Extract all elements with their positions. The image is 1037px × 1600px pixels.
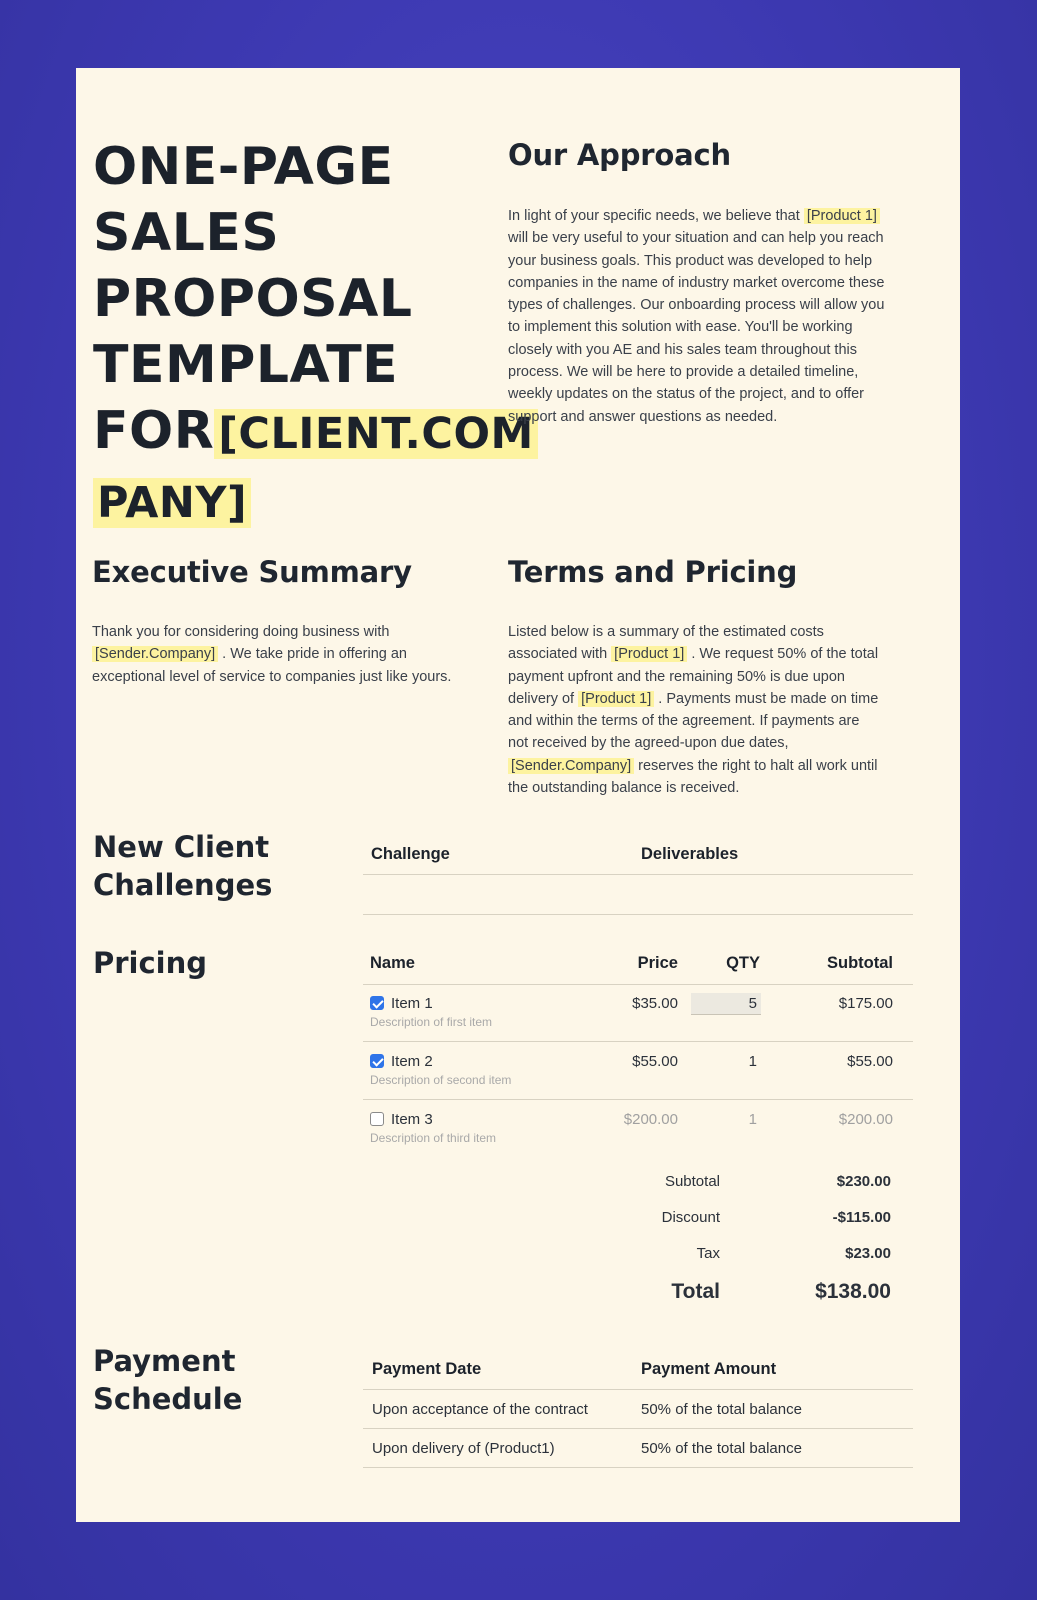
item-name: Item 1: [391, 995, 433, 1012]
table-divider: [363, 1099, 913, 1100]
sender-company-placeholder: [Sender.Company]: [92, 646, 218, 662]
total-value: $138.00: [815, 1280, 891, 1303]
table-divider: [363, 1041, 913, 1042]
product-placeholder: [Product 1]: [804, 208, 880, 224]
product-placeholder: [Product 1]: [611, 646, 687, 662]
table-row: [370, 1111, 496, 1145]
discount-label: Discount: [661, 1209, 720, 1226]
discount-value: -$115.00: [832, 1209, 891, 1226]
item-qty[interactable]: 1: [748, 1111, 757, 1128]
payment-date-column-header: Payment Date: [372, 1360, 482, 1378]
summary-text-part: Thank you for considering doing business with: [92, 624, 390, 640]
challenges-heading-line: Challenges: [93, 868, 273, 902]
client-company-placeholder: [CLIENT.COM: [214, 409, 538, 459]
terms-text: [508, 621, 883, 799]
table-divider: [363, 1428, 913, 1429]
payment-schedule-table: [363, 1349, 913, 1489]
terms-text-part: . Payments must be made on time and within the terms of the agreement. If payments are not received by the agreed-upon due dates,: [508, 690, 879, 752]
payment-amount: 50% of the total balance: [641, 1440, 802, 1457]
proposal-page: [76, 68, 960, 1522]
approach-text-part: In light of your specific needs, we believe that: [508, 208, 804, 224]
payment-schedule-heading: [93, 1342, 242, 1418]
item-qty[interactable]: 1: [748, 1053, 757, 1070]
table-divider: [363, 914, 913, 915]
approach-text: [508, 205, 896, 428]
payment-heading-line: Payment: [93, 1344, 236, 1378]
terms-text-part: Listed below is a summary of the estimated costs associated with: [508, 624, 824, 663]
title-line: PROPOSAL: [93, 269, 413, 329]
table-row: [370, 995, 492, 1029]
item-subtotal: $200.00: [838, 1111, 893, 1128]
pricing-heading: Pricing: [93, 946, 208, 980]
payment-date: Upon acceptance of the contract: [372, 1401, 588, 1418]
summary-text-part: . We take pride in offering an exceptional level of service to companies just like yours.: [92, 646, 452, 685]
item-price: $35.00: [632, 995, 678, 1012]
item-1-qty-input[interactable]: 5: [691, 993, 761, 1015]
challenges-table: [363, 833, 913, 923]
sender-company-placeholder: [Sender.Company]: [508, 758, 634, 774]
tax-label: Tax: [696, 1245, 720, 1262]
page-title: [93, 134, 534, 536]
terms-text-part: reserves the right to halt all work until the outstanding balance is received.: [508, 757, 878, 797]
tax-value: $23.00: [845, 1245, 891, 1262]
title-line: SALES: [93, 203, 280, 263]
item-subtotal: $55.00: [847, 1053, 893, 1070]
item-2-checkbox[interactable]: [370, 1054, 384, 1068]
challenge-column-header: Challenge: [371, 845, 450, 863]
challenges-heading: [93, 828, 272, 904]
payment-heading-line: Schedule: [93, 1382, 243, 1416]
approach-text-part: will be very useful to your situation and can help you reach your business goals. This product was developed to help companies in the name of industry market overcome these types of challenges. Our onboarding process will allow you to implement this solution with ease. You'll be working closely with you AE and his sales team throughout this process. We will be here to provide a detailed timeline, weekly updates on the status of the project, and to offer support and answer questions as needed.: [508, 230, 885, 425]
subtotal-value: $230.00: [836, 1173, 891, 1190]
name-column-header: Name: [370, 954, 415, 972]
item-description: Description of first item: [370, 1015, 493, 1029]
title-line: [93, 398, 534, 467]
payment-date: Upon delivery of (Product1): [372, 1440, 555, 1457]
item-description: Description of second item: [370, 1073, 512, 1087]
price-column-header: Price: [637, 954, 678, 972]
title-for: FOR: [93, 401, 215, 461]
table-row: [370, 1053, 511, 1087]
item-price: $55.00: [632, 1053, 678, 1070]
deliverables-column-header: Deliverables: [641, 845, 739, 863]
item-description: Description of third item: [370, 1131, 497, 1145]
item-subtotal: $175.00: [838, 995, 893, 1012]
title-line: TEMPLATE: [93, 335, 399, 395]
total-label: Total: [671, 1280, 720, 1303]
table-divider: [363, 1467, 913, 1468]
executive-summary-text: [92, 621, 482, 688]
product-placeholder: [Product 1]: [578, 691, 654, 707]
terms-text-part: . We request 50% of the total payment upfront and the remaining 50% is due upon delivery of: [508, 646, 879, 707]
item-name: Item 3: [391, 1111, 433, 1128]
table-divider: [363, 1389, 913, 1390]
item-name: Item 2: [391, 1053, 433, 1070]
subtotal-column-header: Subtotal: [827, 954, 893, 972]
item-1-checkbox[interactable]: [370, 996, 384, 1010]
table-divider: [363, 984, 913, 985]
approach-heading: Our Approach: [508, 138, 731, 172]
client-company-placeholder-cont: PANY]: [93, 478, 251, 528]
executive-summary-heading: Executive Summary: [92, 555, 412, 589]
subtotal-label: Subtotal: [664, 1173, 720, 1190]
item-3-checkbox[interactable]: [370, 1112, 384, 1126]
title-line: ONE-PAGE: [93, 137, 394, 197]
title-line: [93, 467, 493, 536]
terms-heading: Terms and Pricing: [508, 555, 798, 589]
qty-column-header: QTY: [726, 954, 760, 972]
item-price: $200.00: [623, 1111, 678, 1128]
table-divider: [363, 874, 913, 875]
payment-amount: 50% of the total balance: [641, 1401, 802, 1418]
challenges-heading-line: New Client: [93, 830, 270, 864]
pricing-table: [363, 944, 913, 1304]
payment-amount-column-header: Payment Amount: [641, 1360, 777, 1378]
